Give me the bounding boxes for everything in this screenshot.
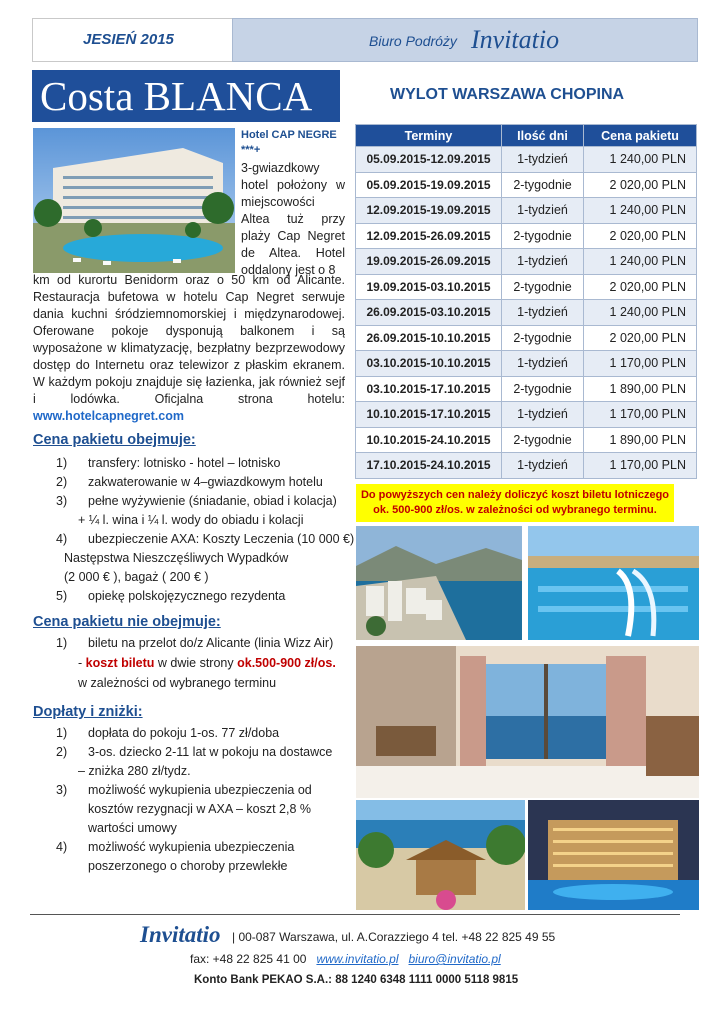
duration-cell: 2-tygodnie [502,376,584,402]
footer-contact [190,952,501,966]
date-range-cell: 12.09.2015-19.09.2015 [356,198,502,224]
table-row [356,325,697,351]
date-range-cell: 12.09.2015-26.09.2015 [356,223,502,249]
extras-heading: Dopłaty i zniżki: [33,704,143,720]
price-cell: 1 170,00 PLN [584,351,697,377]
table-row [356,300,697,326]
ticket-cost-value: ok.500-900 zł/os. [237,656,336,670]
price-cell: 2 020,00 PLN [584,274,697,300]
agency-header-bar [232,18,698,62]
table-row [356,453,697,479]
email-link[interactable]: biuro@invitatio.pl [408,952,501,966]
hotel-name [241,128,337,158]
table-row [356,223,697,249]
col-header-price: Cena pakietu [584,125,697,147]
price-cell: 2 020,00 PLN [584,172,697,198]
list-item-continued: + ¼ l. wina i ¼ l. wody do obiadu i kolacji [78,513,304,527]
table-row [356,376,697,402]
price-cell: 1 170,00 PLN [584,453,697,479]
hotel-stars: ***+ [241,144,261,156]
price-cell: 2 020,00 PLN [584,325,697,351]
agency-label: Biuro Podróży [369,33,457,49]
price-cell: 1 170,00 PLN [584,402,697,428]
table-row [356,172,697,198]
agency-brand: Invitatio [471,25,560,54]
col-header-days: Ilość dni [502,125,584,147]
season-box [32,18,232,62]
table-row [356,147,697,173]
date-range-cell: 05.09.2015-19.09.2015 [356,172,502,198]
duration-cell: 2-tygodnie [502,325,584,351]
duration-cell: 1-tydzień [502,351,584,377]
hotel-description-text: km od kurortu Benidorm oraz o 50 km od Alicante. Restauracja bufetowa w hotelu Cap Negret serwuje dania kuchni śródziemnomorskiej i międzynarodowej. Oferowane pokoje dysponują balkonem i są wyposażone w klimatyzację, bezpłatny bezprzewodowy dostęp do Internetu oraz telewizor z płaskim ekranem. W każdym pokoju znajduje się łazienka, jak również sejf i lodówka. Oficjalna strona hotelu: [33,273,345,406]
website-link[interactable]: www.invitatio.pl [316,952,399,966]
hotel-photo [33,128,235,273]
duration-cell: 2-tygodnie [502,172,584,198]
price-cell: 1 240,00 PLN [584,198,697,224]
price-note [356,484,674,522]
table-row [356,351,697,377]
price-cell: 1 240,00 PLN [584,249,697,275]
price-table [355,124,697,479]
list-item-continued: w zależności od wybranego terminu [78,676,277,690]
note-line: ok. 500-900 zł/os. w zależności od wybranego terminu. [373,504,657,516]
date-range-cell: 17.10.2015-24.10.2015 [356,453,502,479]
excludes-heading: Cena pakietu nie obejmuje: [33,614,221,630]
note-line: Do powyższych cen należy doliczyć koszt biletu lotniczego [360,489,670,501]
list-item-continued: wartości umowy [88,821,177,835]
duration-cell: 2-tygodnie [502,223,584,249]
price-cell: 2 020,00 PLN [584,223,697,249]
duration-cell: 1-tydzień [502,402,584,428]
season-label: JESIEŃ 2015 [83,31,174,48]
duration-cell: 1-tydzień [502,300,584,326]
hotel-night-photo [528,800,699,910]
footer-fax: fax: +48 22 825 41 00 [190,952,307,966]
list-item-continued: Następstwa Nieszczęśliwych Wypadków [64,551,289,565]
duration-cell: 2-tygodnie [502,274,584,300]
table-row [356,274,697,300]
date-range-cell: 19.09.2015-03.10.2015 [356,274,502,300]
price-cell: 1 240,00 PLN [584,300,697,326]
duration-cell: 1-tydzień [502,453,584,479]
list-item-continued: – zniżka 280 zł/tydz. [78,764,191,778]
hotel-description-side: 3-gwiazdkowy hotel położony w miejscowości Altea tuż przy plaży Cap Negret de Altea. Hotel oddalony jest o 8 [241,161,345,277]
list-item-continued: poszerzonego o choroby przewlekłe [88,859,288,873]
duration-cell: 2-tygodnie [502,427,584,453]
excludes-list: 1) biletu na przelot do/z Alicante (linia Wizz Air) - koszt biletu w dwie strony ok.500-900 zł/os. w zależności od wybranego terminu [56,636,336,690]
table-row [356,427,697,453]
footer-brand: Invitatio [140,922,221,947]
title-box [32,70,340,122]
pool-fountain-photo [528,526,699,640]
date-range-cell: 26.09.2015-10.10.2015 [356,325,502,351]
duration-cell: 1-tydzień [502,249,584,275]
date-range-cell: 03.10.2015-10.10.2015 [356,351,502,377]
date-range-cell: 26.09.2015-03.10.2015 [356,300,502,326]
list-item-continued: (2 000 € ), bagaż ( 200 € ) [64,570,209,584]
date-range-cell: 05.09.2015-12.09.2015 [356,147,502,173]
footer-divider [30,914,680,915]
coast-photo [356,526,522,640]
price-cell: 1 890,00 PLN [584,376,697,402]
beach-gazebo-photo [356,800,525,910]
hotel-description [33,272,345,425]
footer-address: | 00-087 Warszawa, ul. A.Corazziego 4 tel. +48 22 825 49 55 [232,930,556,944]
date-range-cell: 10.10.2015-17.10.2015 [356,402,502,428]
hotel-name-text: Hotel CAP NEGRE [241,129,337,141]
table-header-row [356,125,697,147]
list-item-continued: kosztów rezygnacji w AXA – koszt 2,8 % [88,802,312,816]
table-row [356,198,697,224]
includes-heading: Cena pakietu obejmuje: [33,432,196,448]
date-range-cell: 03.10.2015-17.10.2015 [356,376,502,402]
table-row [356,402,697,428]
room-photo [356,646,699,798]
duration-cell: 1-tydzień [502,198,584,224]
hotel-website-link[interactable]: www.hotelcapnegret.com [33,409,184,423]
extras-list: 1) dopłata do pokoju 1-os. 77 zł/doba 2) 3-os. dziecko 2-11 lat w pokoju na dostawce – zniżka 280 zł/tydz. 3) możliwość wykupienia ubezpieczenia od kosztów rezygnacji w AXA – koszt 2,8 % wartości umowy 4) możliwość wykupienia ubezpieczenia poszerzonego o choroby przewlekłe [56,724,346,884]
date-range-cell: 19.09.2015-26.09.2015 [356,249,502,275]
table-row [356,249,697,275]
page-title: Costa BLANCA [40,73,313,119]
price-cell: 1 240,00 PLN [584,147,697,173]
footer-bank-account: Konto Bank PEKAO S.A.: 88 1240 6348 1111 0000 5118 9815 [194,974,519,986]
duration-cell: 1-tydzień [502,147,584,173]
col-header-dates: Terminy [356,125,502,147]
ticket-cost-label: koszt biletu [85,656,155,670]
flight-info: WYLOT WARSZAWA CHOPINA [390,86,625,103]
list-item-continued: - koszt biletu w dwie strony ok.500-900 zł/os. [78,656,336,670]
price-cell: 1 890,00 PLN [584,427,697,453]
date-range-cell: 10.10.2015-24.10.2015 [356,427,502,453]
